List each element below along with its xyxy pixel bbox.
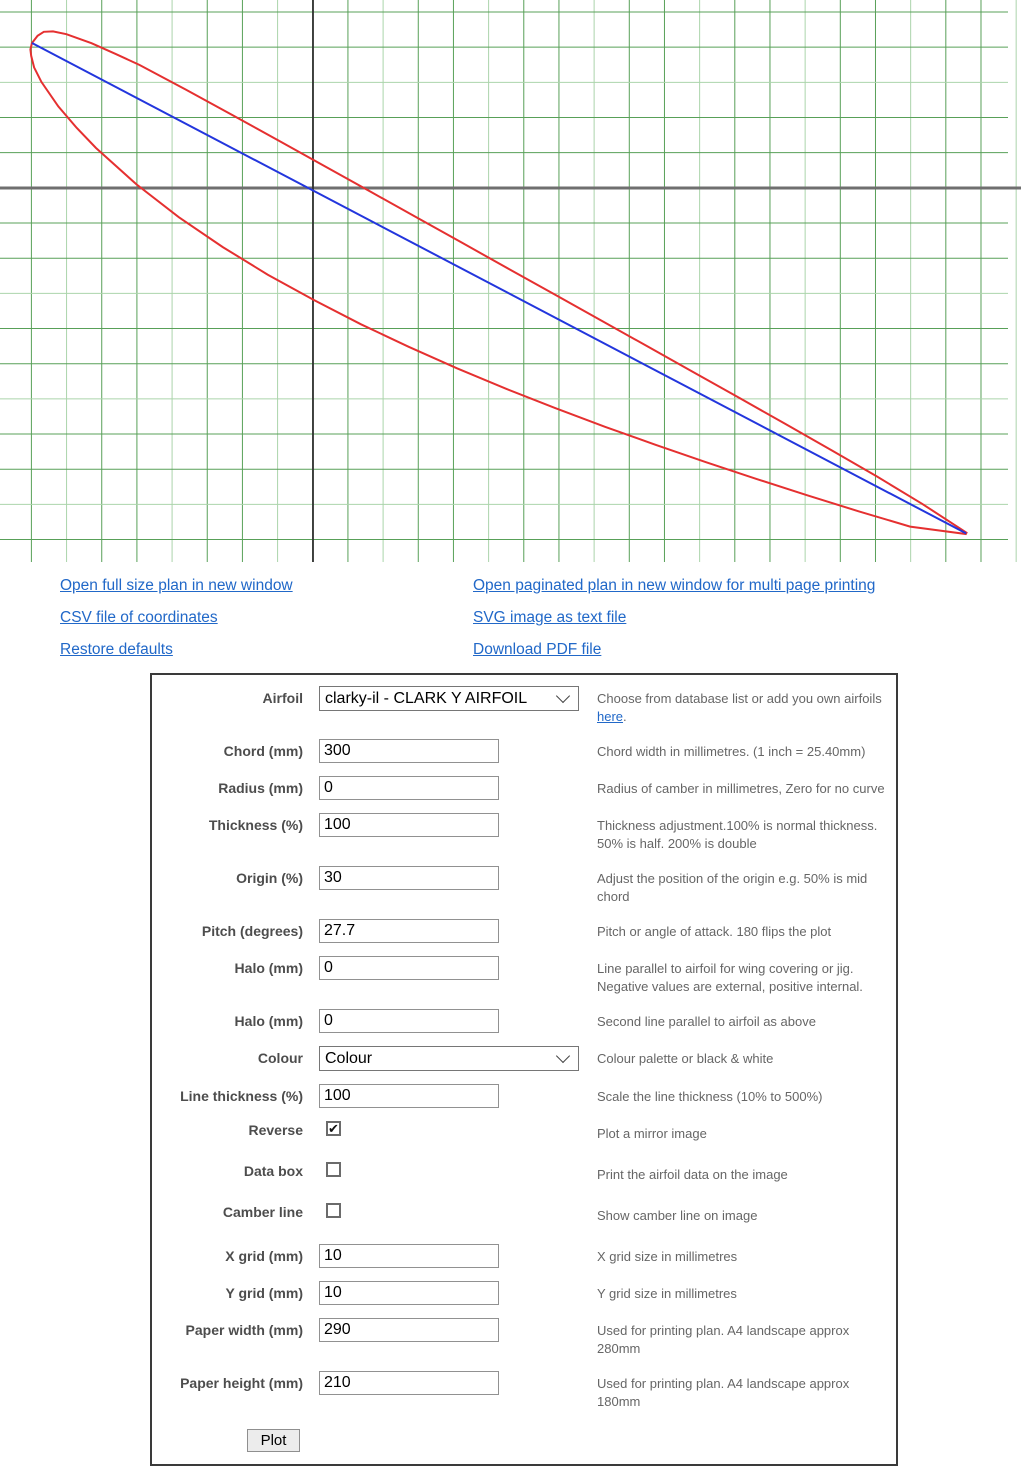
row-radius [164,776,890,800]
links-section [0,577,1021,659]
row-thickness [164,813,890,853]
airfoil-form [150,673,898,1466]
x-grid-input[interactable] [319,1244,499,1268]
airfoil-outline-curve [30,31,966,534]
y-grid-input[interactable] [319,1281,499,1305]
row-reverse [164,1121,890,1143]
link-here[interactable]: here [597,709,624,724]
row-halo2 [164,1009,890,1033]
row-camber-line [164,1203,890,1225]
row-colour [164,1046,890,1071]
row-pitch [164,919,890,943]
y-grid-label: Y grid (mm) [225,1285,303,1301]
halo2-input[interactable] [319,1009,499,1033]
grid-lines [0,0,1016,562]
line-thickness-input[interactable] [319,1084,499,1108]
paper-width-label: Paper width (mm) [185,1322,303,1338]
line-thickness-desc: Scale the line thickness (10% to 500%) [597,1089,823,1104]
radius-label: Radius (mm) [218,780,303,796]
line-thickness-label: Line thickness (%) [180,1088,303,1104]
link-open-full-size-plan[interactable]: Open full size plan in new window [60,577,293,594]
halo1-desc: Line parallel to airfoil for wing covering or jig. Negative values are external, positive internal. [597,961,863,994]
row-paper-height [164,1371,890,1411]
thickness-desc: Thickness adjustment.100% is normal thickness. 50% is half. 200% is double [597,818,878,851]
link-restore-defaults[interactable]: Restore defaults [60,641,173,658]
row-origin [164,866,890,906]
paper-height-desc: Used for printing plan. A4 landscape approx 180mm [597,1376,850,1409]
colour-select-value: Colour [325,1049,373,1067]
halo2-label: Halo (mm) [234,1013,303,1029]
axes-lines [0,0,1021,562]
colour-desc: Colour palette or black & white [597,1051,774,1066]
airfoil-label: Airfoil [262,690,303,706]
checkmark-icon: ✔ [328,1121,339,1136]
row-x-grid [164,1244,890,1268]
reverse-label: Reverse [248,1122,303,1138]
chord-desc: Chord width in millimetres. (1 inch = 25.40mm) [597,744,866,759]
row-data-box [164,1162,890,1184]
origin-label: Origin (%) [236,870,303,886]
paper-width-input[interactable] [319,1318,499,1342]
origin-input[interactable] [319,866,499,890]
data-box-checkbox[interactable] [326,1162,341,1177]
y-grid-desc: Y grid size in millimetres [597,1286,737,1301]
radius-desc: Radius of camber in millimetres, Zero for no curve [597,781,885,796]
link-download-pdf[interactable]: Download PDF file [473,641,602,658]
pitch-input[interactable] [319,919,499,943]
camber-line-checkbox[interactable] [326,1203,341,1218]
colour-label: Colour [257,1050,303,1066]
chevron-down-icon [556,689,570,703]
reverse-checkbox[interactable] [326,1121,341,1136]
data-box-label: Data box [243,1163,303,1179]
row-paper-width [164,1318,890,1358]
data-box-desc: Print the airfoil data on the image [597,1167,788,1182]
origin-desc: Adjust the position of the origin e.g. 50% is mid chord [597,871,868,904]
plot-button[interactable]: Plot [247,1429,300,1452]
airfoil-desc [597,686,890,726]
reverse-desc: Plot a mirror image [597,1126,707,1141]
pitch-desc: Pitch or angle of attack. 180 flips the plot [597,924,832,939]
row-line-thickness [164,1084,890,1108]
paper-width-desc: Used for printing plan. A4 landscape approx 280mm [597,1323,850,1356]
x-grid-label: X grid (mm) [225,1248,303,1264]
halo2-desc: Second line parallel to airfoil as above [597,1014,816,1029]
airfoil-select[interactable] [319,686,579,711]
thickness-label: Thickness (%) [208,817,303,833]
chord-input[interactable] [319,739,499,763]
paper-height-label: Paper height (mm) [180,1375,303,1391]
halo1-label: Halo (mm) [234,960,303,976]
row-chord [164,739,890,763]
row-y-grid [164,1281,890,1305]
row-halo1 [164,956,890,996]
camber-line-desc: Show camber line on image [597,1208,758,1223]
airfoil-desc-period: . [623,709,627,724]
airfoil-desc-text: Choose from database list or add you own airfoils [597,691,882,706]
thickness-input[interactable] [319,813,499,837]
airfoil-select-value: clarky-il - CLARK Y AIRFOIL [325,689,528,707]
airfoil-plot-area [0,0,1021,563]
airfoil-plot-svg [0,0,1021,563]
colour-select[interactable] [319,1046,579,1071]
chord-label: Chord (mm) [223,743,303,759]
link-svg-image[interactable]: SVG image as text file [473,609,627,626]
row-airfoil [164,686,890,726]
x-grid-desc: X grid size in millimetres [597,1249,738,1264]
row-plot-button [164,1429,890,1452]
link-open-paginated-plan[interactable]: Open paginated plan in new window for multi page printing [473,577,876,594]
link-csv-file[interactable]: CSV file of coordinates [60,609,218,626]
paper-height-input[interactable] [319,1371,499,1395]
camber-line-label: Camber line [222,1204,303,1220]
chevron-down-icon [556,1049,570,1063]
halo1-input[interactable] [319,956,499,980]
pitch-label: Pitch (degrees) [201,923,303,939]
radius-input[interactable] [319,776,499,800]
